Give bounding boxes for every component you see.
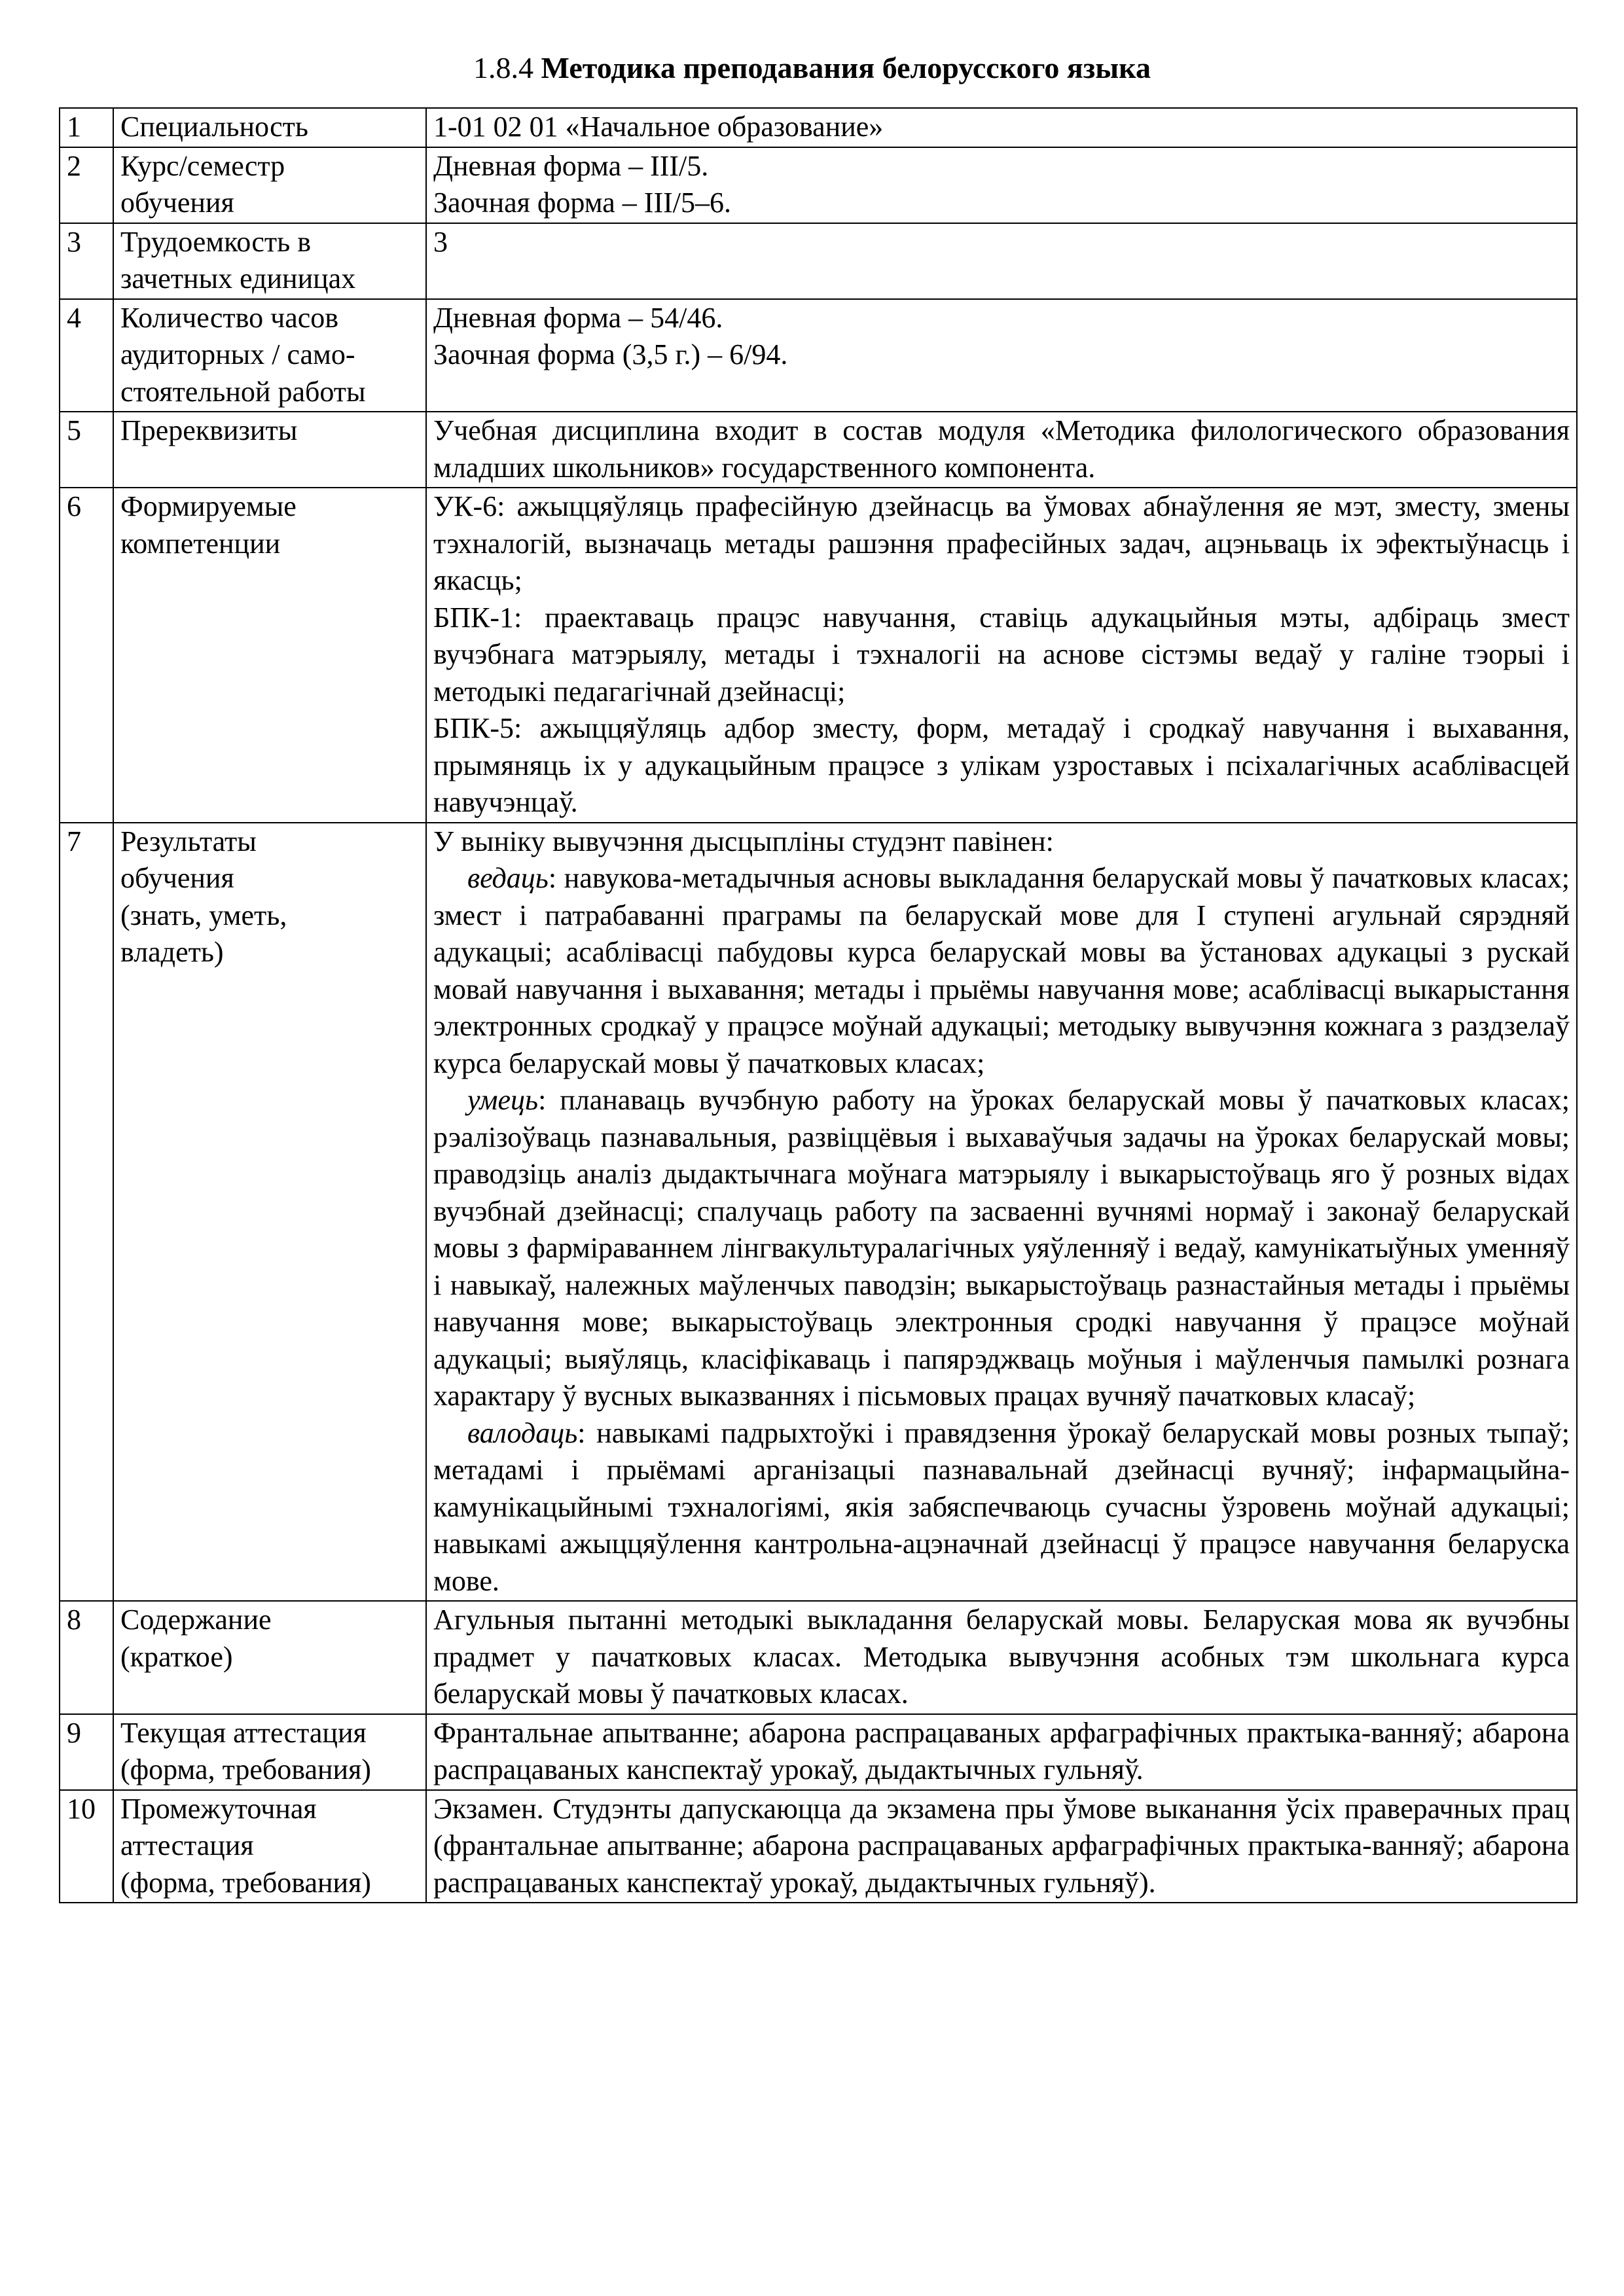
competence-bpk5: БПК-5: ажыццяўляць адбор зместу, форм, метадаў і сродкаў навучання і выхавання, прымяняць іх у адукацыйным працэсе з улікам узроставых і псіхалагічных асаблівасцей навучэнцаў. [433,712,1570,818]
row-label [113,1790,426,1903]
results-know-lead: ведаць [467,862,549,894]
row-label-line: (форма, требования) [120,1866,371,1899]
content-line: Дневная форма – 54/46. [433,301,723,334]
row-label-line: стоятельной работы [120,375,366,408]
competence-uk6: УК-6: ажыццяўляць прафесійную дзейнасць ва ўмовах абнаўлення яе мэт, зместу, змены тэхналогій, вызначаць метады рашэння прафесійных задач, ацэньваць іх эфектыўнасць і якасць; [433,490,1570,596]
row-label-line: (краткое) [120,1640,233,1673]
row-label-line: Формируемые [120,490,297,522]
content-paragraph: Экзамен. Студэнты дапускаюцца да экзамена пры ўмове выканання ўсіх праверачных прац (франтальнае апытванне; абарона распрацаваных арфаграфічных практыка-ванняў; абарона распрацаваных канспектаў урокаў, дыдактычных гульняў). [433,1792,1570,1899]
row-label-line: Трудоемкость в [120,225,311,258]
row-label [113,412,426,488]
row-label [113,299,426,412]
row-label [113,108,426,147]
row-number: 1 [60,108,113,147]
table-row [60,147,1577,223]
row-label-line: владеть) [120,936,224,968]
results-master-lead: валодаць [467,1416,578,1449]
row-label-line: Промежуточная [120,1792,317,1825]
results-know-text: : навукова-метадычныя асновы выкладання беларускай мовы ў пачатковых класах; змест і патрабаванні праграмы па беларускай мове для I ступені агульнай сярэдняй адукацыі; асаблівасці пабудовы курса беларускай мовы ва ўстановах адукацыі з рускай мовай навучання і выхавання; метады і прыёмы навучання мове; асаблівасці выкарыстання электронных сродкаў у працэсе моўнай адукацыі; методыку вывучэння кожнага з раздзелаў курса беларускай мовы ў пачатковых класах; [433,862,1570,1079]
row-label-line: Текущая аттестация [120,1716,367,1749]
row-number: 3 [60,223,113,299]
row-content [426,1601,1577,1714]
competence-bpk1: БПК-1: праектаваць працэс навучання, ставіць адукацыйныя мэты, адбіраць змест вучэбнага матэрыялу, метады і тэхналогіі на аснове сістэмы ведаў у галіне тэорыі і методыкі педагагічнай дзейнасці; [433,601,1570,708]
row-label [113,1601,426,1714]
row-content [426,412,1577,488]
row-content [426,299,1577,412]
row-label [113,147,426,223]
row-label-line: компетенции [120,527,281,560]
content-line: Заочная форма – III/5–6. [433,187,731,219]
content-line: Дневная форма – III/5. [433,149,709,182]
row-label-line: Результаты [120,825,257,857]
content-paragraph: Франтальнае апытванне; абарона распрацаваных арфаграфічных практыка-ванняў; абарона распрацаваных канспектаў урокаў, дыдактычных гульняў. [433,1716,1570,1785]
row-number: 2 [60,147,113,223]
results-can-lead: умець [467,1084,539,1116]
row-label-line: обучения [120,187,234,219]
row-number: 10 [60,1790,113,1903]
row-label-line: (знать, уметь, [120,899,287,931]
row-label-line: зачетных единицах [120,262,356,295]
row-number: 4 [60,299,113,412]
table-row [60,412,1577,488]
row-number: 8 [60,1601,113,1714]
row-label-line: Количество часов [120,301,339,334]
results-master [433,1415,1570,1600]
table-row [60,1790,1577,1903]
row-label-line: Курс/семестр [120,149,285,182]
row-label-line: Специальность [120,111,308,143]
row-label-line: аттестация [120,1829,254,1861]
row-label-line: (форма, требования) [120,1753,371,1785]
table-row [60,108,1577,147]
row-label [113,488,426,823]
table-row [60,488,1577,823]
table-row [60,1601,1577,1714]
page-title [0,48,1624,88]
row-content [426,223,1577,299]
table-row [60,223,1577,299]
row-content [426,488,1577,823]
title-number: 1.8.4 [473,51,534,84]
row-label-line: Пререквизиты [120,414,298,446]
content-line: Заочная форма (3,5 г.) – 6/94. [433,338,788,370]
table-row [60,299,1577,412]
row-content [426,1790,1577,1903]
discipline-info-table [59,107,1578,1903]
row-label [113,223,426,299]
row-label [113,823,426,1602]
content-line: 3 [433,225,448,258]
content-line: 1-01 02 01 «Начальное образование» [433,111,884,143]
table-row [60,1714,1577,1790]
row-number: 7 [60,823,113,1602]
row-content [426,108,1577,147]
row-label-line: Содержание [120,1604,272,1636]
row-number: 6 [60,488,113,823]
row-number: 5 [60,412,113,488]
row-content [426,147,1577,223]
results-know [433,860,1570,1082]
content-paragraph: Учебная дисциплина входит в состав модуля «Методика филологического образования младших школьников» государственного компонента. [433,414,1570,484]
row-label-line: аудиторных / само- [120,338,355,370]
results-can [433,1082,1570,1415]
row-content [426,823,1577,1602]
row-content [426,1714,1577,1790]
row-label-line: обучения [120,862,234,894]
title-text: Методика преподавания белорусского языка [541,51,1151,84]
results-intro: У выніку вывучэння дысцыпліны студэнт павінен: [433,825,1054,857]
results-master-text: : навыкамі падрыхтоўкі і правядзення ўрокаў беларускай мовы розных тыпаў; метадамі і прыёмамі арганізацыі пазнавальнай дзейнасці вучняў; інфармацыйна-камунікацыйнымі тэхналогіямі, якія забяспечваюць сучасны ўзровень моўнай адукацыі; навыкамі ажыццяўлення кантрольна-ацэначнай дзейнасці ў працэсе навучання беларуска мове. [433,1416,1570,1597]
content-paragraph: Агульныя пытанні методыкі выкладання беларускай мовы. Беларуская мова як вучэбны прадмет у пачатковых класах. Методыка вывучэння асобных тэм школьнага курса беларускай мовы ў пачатковых класах. [433,1604,1570,1710]
results-can-text: : планаваць вучэбную работу на ўроках беларускай мовы ў пачатковых класах; рэалізоўваць пазнавальныя, развіццёвыя і выхаваўчыя задачы на ўроках беларускай мовы; праводзіць аналіз дыдактычнага моўнага матэрыялу і выкарыстоўваць яго ў розных відах вучэбнай дзейнасці; спалучаць работу па засваенні вучнямі нормаў і законаў беларускай мовы з фарміраваннем лінгвакультуралагічных уяўленняў і ведаў, камунікатыўных уменняў і навыкаў, належных маўленчых паводзін; выкарыстоўваць разнастайныя метады і прыёмы навучання мове; выкарыстоўваць электронныя сродкі навучання ў працэсе моўнай адукацыі; выяўляць, класіфікаваць і папярэджваць моўныя і маўленчыя памылкі рознага характару ў вусных выказваннях і пісьмовых працах вучняў пачатковых класаў; [433,1084,1570,1412]
row-number: 9 [60,1714,113,1790]
row-label [113,1714,426,1790]
table-row [60,823,1577,1602]
